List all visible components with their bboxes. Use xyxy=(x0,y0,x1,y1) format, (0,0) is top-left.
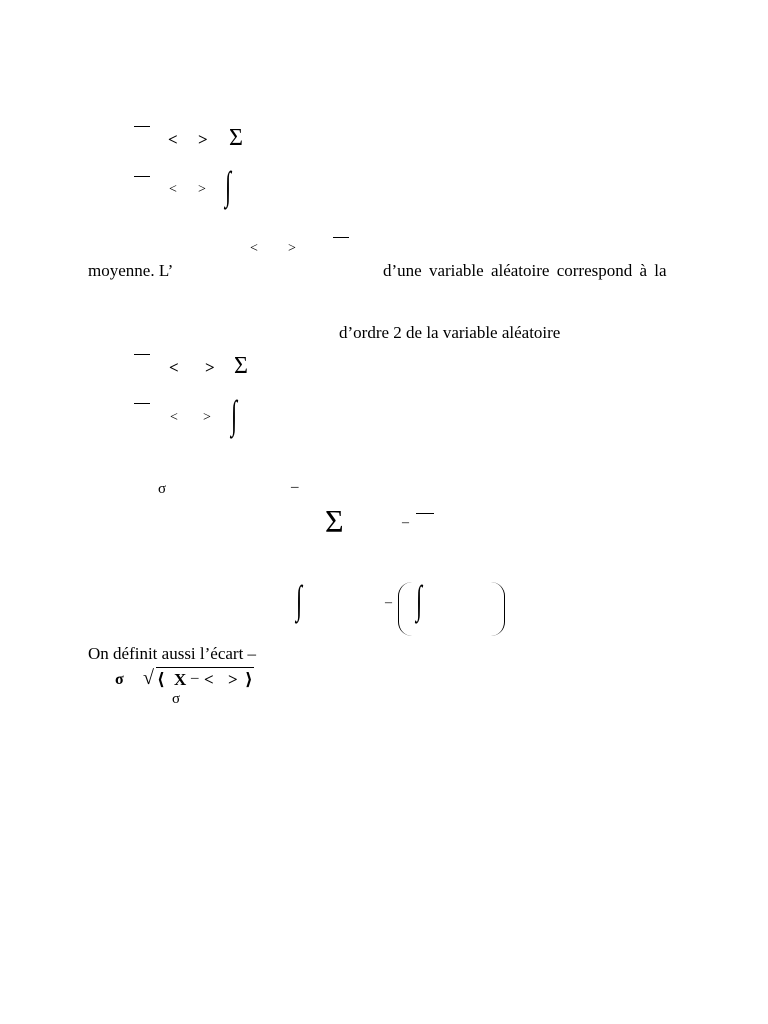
minus-sign: – xyxy=(291,479,299,495)
angle-left: < xyxy=(168,130,178,149)
text-line-ecart: On définit aussi l’écart – xyxy=(88,644,257,663)
angle-right: > xyxy=(288,241,296,256)
angle-left: ⟨ xyxy=(157,670,165,689)
fraction-bar xyxy=(134,176,150,177)
sigma-symbol: σ xyxy=(115,671,124,688)
integral-symbol: ∫ xyxy=(296,577,303,622)
angle-right: > xyxy=(205,358,215,377)
text-line-moyenne: moyenne. L’ xyxy=(88,261,174,280)
angle-left: < xyxy=(204,670,214,689)
fraction-bar xyxy=(134,354,150,355)
sum-symbol: Σ xyxy=(234,353,248,379)
sqrt-bar xyxy=(156,667,254,668)
angle-right: > xyxy=(198,130,208,149)
angle-right: > xyxy=(198,182,206,197)
sum-symbol: Σ xyxy=(229,125,243,151)
fraction-bar xyxy=(416,513,434,514)
right-parenthesis xyxy=(490,582,505,636)
angle-left: < xyxy=(169,358,179,377)
integral-symbol: ∫ xyxy=(416,577,423,622)
sigma-symbol: σ xyxy=(158,481,167,497)
angle-left: < xyxy=(170,410,178,425)
angle-left: < xyxy=(169,182,177,197)
minus-sign: – xyxy=(191,670,199,686)
angle-right: > xyxy=(203,410,211,425)
sum-symbol: Σ xyxy=(325,503,344,539)
minus-sign: – xyxy=(402,515,409,530)
text-line-variable: d’une variable aléatoire correspond à la xyxy=(383,261,667,280)
left-parenthesis xyxy=(398,582,413,636)
angle-right: > xyxy=(228,670,238,689)
angle-left: < xyxy=(250,241,258,256)
minus-sign: – xyxy=(385,595,392,610)
integral-symbol: ∫ xyxy=(225,163,232,208)
fraction-bar xyxy=(134,403,150,404)
text-line-ordre: d’ordre 2 de la variable aléatoire xyxy=(339,323,561,342)
variable-x: X xyxy=(174,670,187,689)
fraction-bar xyxy=(333,237,349,238)
integral-symbol: ∫ xyxy=(231,392,238,437)
sqrt-symbol: √ xyxy=(143,667,154,689)
angle-right: ⟩ xyxy=(245,670,253,689)
fraction-bar xyxy=(134,126,150,127)
sigma-symbol: σ xyxy=(172,691,181,707)
